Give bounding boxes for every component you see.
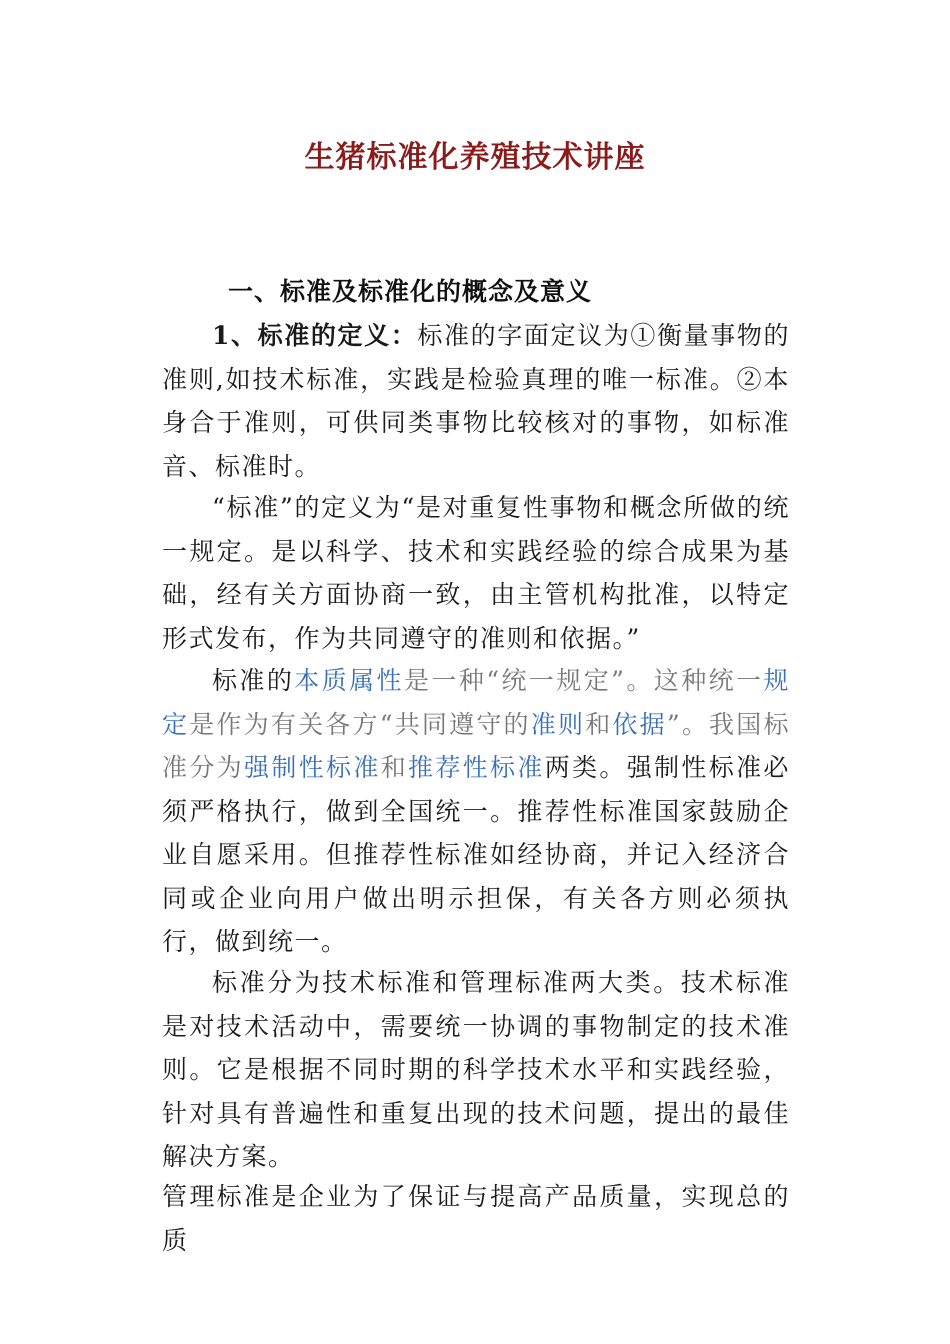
text-run: 和: [380, 753, 409, 782]
document-title: 生猪标准化养殖技术讲座: [304, 140, 646, 175]
paragraph-management-standard: 管理标准是企业为了保证与提高产品质量，实现总的质: [162, 1182, 790, 1255]
text-run: 和: [585, 709, 613, 739]
link-criterion[interactable]: 准则: [530, 709, 586, 739]
paragraph-definition: [162, 314, 790, 488]
link-mandatory-standard[interactable]: 强制性标准: [244, 753, 381, 782]
paragraph-standard-definition: “标准”的定义为“是对重复性事物和概念所做的统一规定。是以科学、技术和实践经验的综合成果为基础，经有关方面协商一致，由主管机构批准，以特定形式发布，作为共同遵守的准则和依据。”: [162, 493, 790, 653]
text-run: 两类。强制性标准必须严格执行，做到全国统一。推荐性标准国家鼓励企业自愿采用。但推荐性标准如经协商，并记入经济合同或企业向用户做出明示担保，有关各方则必须执行，做到统一。: [162, 753, 790, 956]
definition-text: 标准的字面定议为①衡量事物的准则,如技术标准，实践是检验真理的唯一标准。②本身合于准则，可供同类事物比较核对的事物，如标准音、标准时。: [162, 321, 790, 481]
link-regulation[interactable]: 规定: [162, 666, 790, 739]
text-run: 是作为有关各方“共同遵守的: [189, 709, 531, 739]
definition-lead: 1、标准的定义：: [212, 321, 418, 350]
text-run: 是一种“统一规定”。这种统一: [403, 666, 764, 695]
link-recommended-standard[interactable]: 推荐性标准: [408, 753, 545, 782]
paragraph-technical-standard: 标准分为技术标准和管理标准两大类。技术标准是对技术活动中，需要统一协调的事物制定的技术准则。它是根据不同时期的科学技术水平和实践经验，针对具有普遍性和重复出现的技术问题，提出的最佳解决方案。: [162, 968, 790, 1171]
paragraph-essential-attribute: [162, 659, 790, 964]
section-heading: 一、标准及标准化的概念及意义: [228, 277, 593, 306]
text-run: 标准的: [212, 666, 295, 695]
text-run: ”。我国标准分为: [162, 709, 790, 782]
link-essential-attribute[interactable]: 本质属性: [294, 666, 404, 695]
link-basis[interactable]: 依据: [612, 709, 667, 739]
